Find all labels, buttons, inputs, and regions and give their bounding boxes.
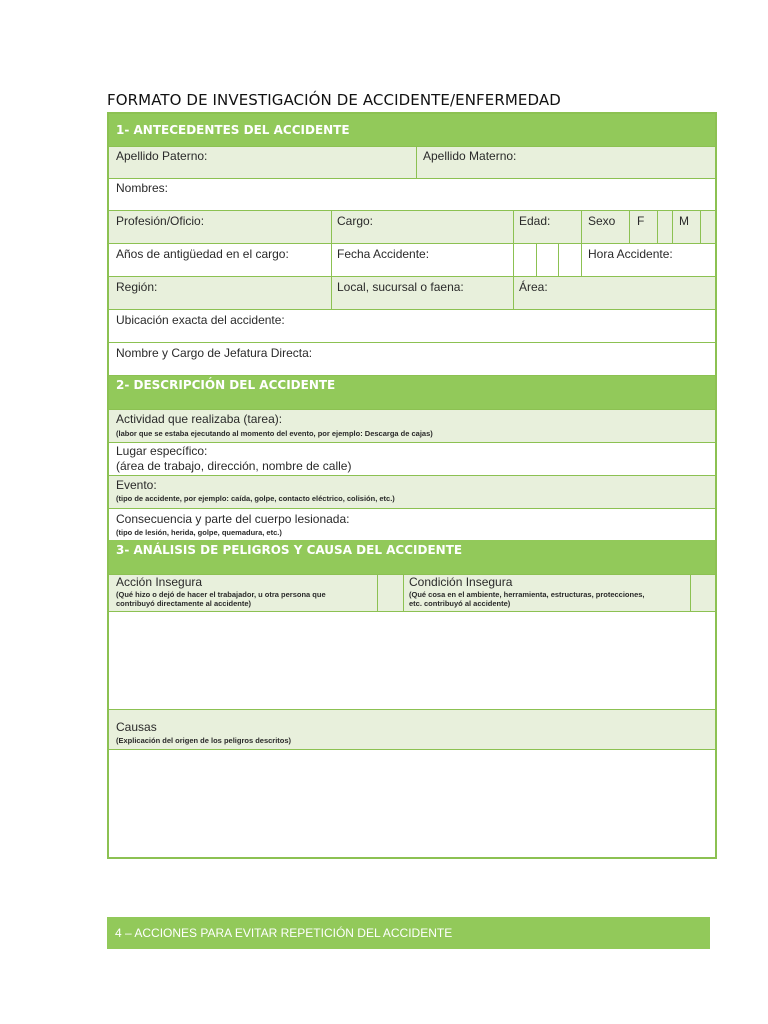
label-actividad: Actividad que realizaba (tarea):	[116, 412, 283, 426]
label-cargo: Cargo:	[337, 214, 374, 228]
hint-actividad: (labor que se estaba ejecutando al momento del evento, por ejemplo: Descarga de cajas)	[116, 429, 433, 438]
row-nombres	[109, 178, 715, 210]
section3-header: 3- ANÁLISIS DE PELIGROS Y CAUSA DEL ACCIDENTE	[109, 540, 715, 574]
label-evento: Evento:	[116, 478, 157, 492]
label-nombres: Nombres:	[116, 181, 169, 195]
label-lugar: Lugar específico:	[116, 444, 208, 458]
section1-header: 1- ANTECEDENTES DEL ACCIDENTE	[109, 114, 715, 146]
label-profesion: Profesión/Oficio:	[116, 214, 205, 228]
label-sexo-m: M	[679, 214, 689, 228]
label-local: Local, sucursal o faena:	[337, 280, 464, 294]
area-accion-condicion	[109, 611, 715, 709]
label-region: Región:	[116, 280, 158, 294]
label-area: Área:	[519, 280, 548, 294]
section2-header: 2- DESCRIPCIÓN DEL ACCIDENTE	[109, 375, 715, 409]
label-condicion-insegura: Condición Insegura	[409, 575, 513, 589]
page-title: FORMATO DE INVESTIGACIÓN DE ACCIDENTE/ENFERMEDAD	[107, 91, 561, 109]
label-apellido-paterno: Apellido Paterno:	[116, 149, 208, 163]
hint-condicion-2: etc. contribuyó al accidente)	[409, 599, 511, 608]
section4-header: 4 – ACCIONES PARA EVITAR REPETICIÓN DEL ACCIDENTE	[107, 917, 710, 949]
label-apellido-materno: Apellido Materno:	[423, 149, 517, 163]
label-causas: Causas	[116, 720, 157, 734]
area-causas	[109, 749, 715, 857]
hint-lugar: (área de trabajo, dirección, nombre de calle)	[116, 459, 352, 473]
label-accion-insegura: Acción Insegura	[116, 575, 203, 589]
label-antiguedad: Años de antigüedad en el cargo:	[116, 247, 289, 261]
hint-causas: (Explicación del origen de los peligros descritos)	[116, 736, 292, 745]
label-edad: Edad:	[519, 214, 551, 228]
label-consecuencia: Consecuencia y parte del cuerpo lesionada:	[116, 512, 350, 526]
row-evento	[109, 475, 715, 508]
hint-consecuencia: (tipo de lesión, herida, golpe, quemadura, etc.)	[116, 528, 282, 537]
label-hora-accidente: Hora Accidente:	[588, 247, 673, 261]
hint-accion-2: contribuyó directamente al accidente)	[116, 599, 252, 608]
label-jefatura: Nombre y Cargo de Jefatura Directa:	[116, 346, 313, 360]
label-sexo: Sexo	[588, 214, 616, 228]
hint-condicion-1: (Qué cosa en el ambiente, herramienta, estructuras, protecciones,	[409, 590, 645, 599]
hint-accion-1: (Qué hizo o dejó de hacer el trabajador, u otra persona que	[116, 590, 326, 599]
label-fecha-accidente: Fecha Accidente:	[337, 247, 430, 261]
label-sexo-f: F	[637, 214, 645, 228]
hint-evento: (tipo de accidente, por ejemplo: caída, golpe, contacto eléctrico, colisión, etc.)	[116, 494, 395, 503]
investigation-form	[107, 112, 717, 859]
label-ubicacion: Ubicación exacta del accidente:	[116, 313, 285, 327]
